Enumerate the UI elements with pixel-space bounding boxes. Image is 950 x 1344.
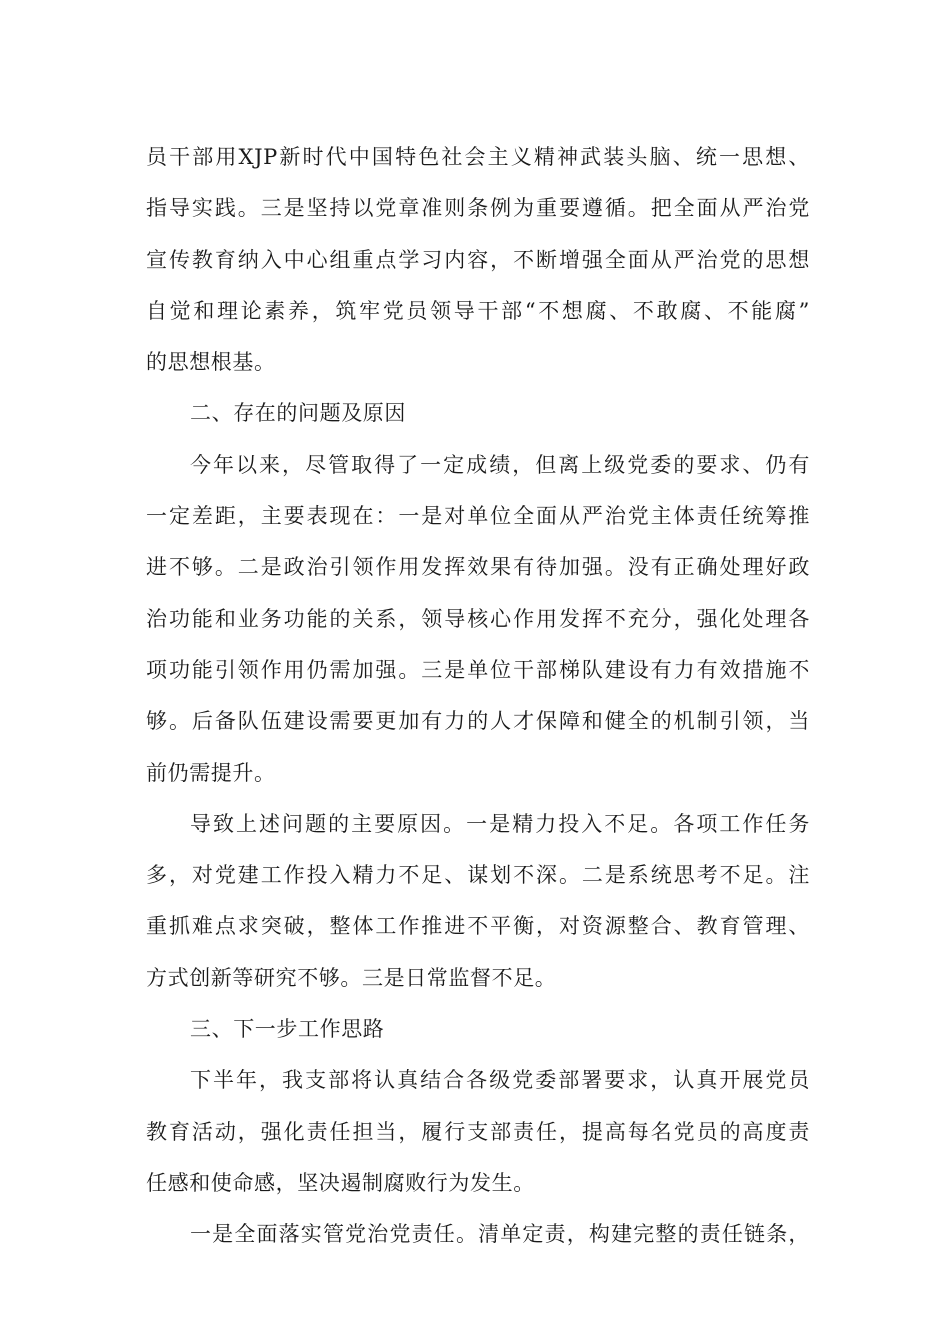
text-line-12: 够。后备队伍建设需要更加有力的人才保障和健全的机制引领，当 (146, 709, 810, 734)
document-body (146, 132, 810, 1261)
text-line-4: 自觉和理论素养，筑牢党员领导干部“不想腐、不敢腐、不能腐” (146, 298, 810, 323)
text-line-7: 今年以来，尽管取得了一定成绩，但离上级党委的要求、仍有 (190, 452, 810, 477)
text-line-20: 教育活动，强化责任担当，履行支部责任，提高每名党员的高度责 (146, 1119, 810, 1144)
text-line-16: 重抓难点求突破，整体工作推进不平衡，对资源整合、教育管理、 (146, 914, 810, 939)
text-line-11: 项功能引领作用仍需加强。三是单位干部梯队建设有力有效措施不 (146, 657, 810, 682)
text-line-2: 指导实践。三是坚持以党章准则条例为重要遵循。把全面从严治党 (146, 196, 810, 221)
text-line-17: 方式创新等研究不够。三是日常监督不足。 (146, 965, 557, 990)
section-heading-3: 三、下一步工作思路 (190, 1017, 385, 1042)
text-line-22: 一是全面落实管党治党责任。清单定责，构建完整的责任链条， (190, 1222, 810, 1247)
text-line-19: 下半年，我支部将认真结合各级党委部署要求，认真开展党员 (190, 1068, 810, 1093)
text-line-9: 进不够。二是政治引领作用发挥效果有待加强。没有正确处理好政 (146, 555, 810, 580)
text-line-15: 多，对党建工作投入精力不足、谋划不深。二是系统思考不足。注 (146, 863, 810, 888)
text-line-8: 一定差距，主要表现在：一是对单位全面从严治党主体责任统筹推 (146, 504, 810, 529)
text-line-14: 导致上述问题的主要原因。一是精力投入不足。各项工作任务 (190, 811, 810, 836)
section-heading-2: 二、存在的问题及原因 (190, 401, 406, 426)
text-line-1: 员干部用XJP新时代中国特色社会主义精神武装头脑、统一思想、 (146, 145, 810, 169)
text-line-10: 治功能和业务功能的关系，领导核心作用发挥不充分，强化处理各 (146, 606, 810, 631)
text-line-5: 的思想根基。 (146, 350, 276, 375)
text-line-21: 任感和使命感，坚决遏制腐败行为发生。 (146, 1170, 535, 1195)
text-line-3: 宣传教育纳入中心组重点学习内容，不断增强全面从严治党的思想 (146, 247, 810, 272)
text-line-13: 前仍需提升。 (146, 760, 276, 785)
